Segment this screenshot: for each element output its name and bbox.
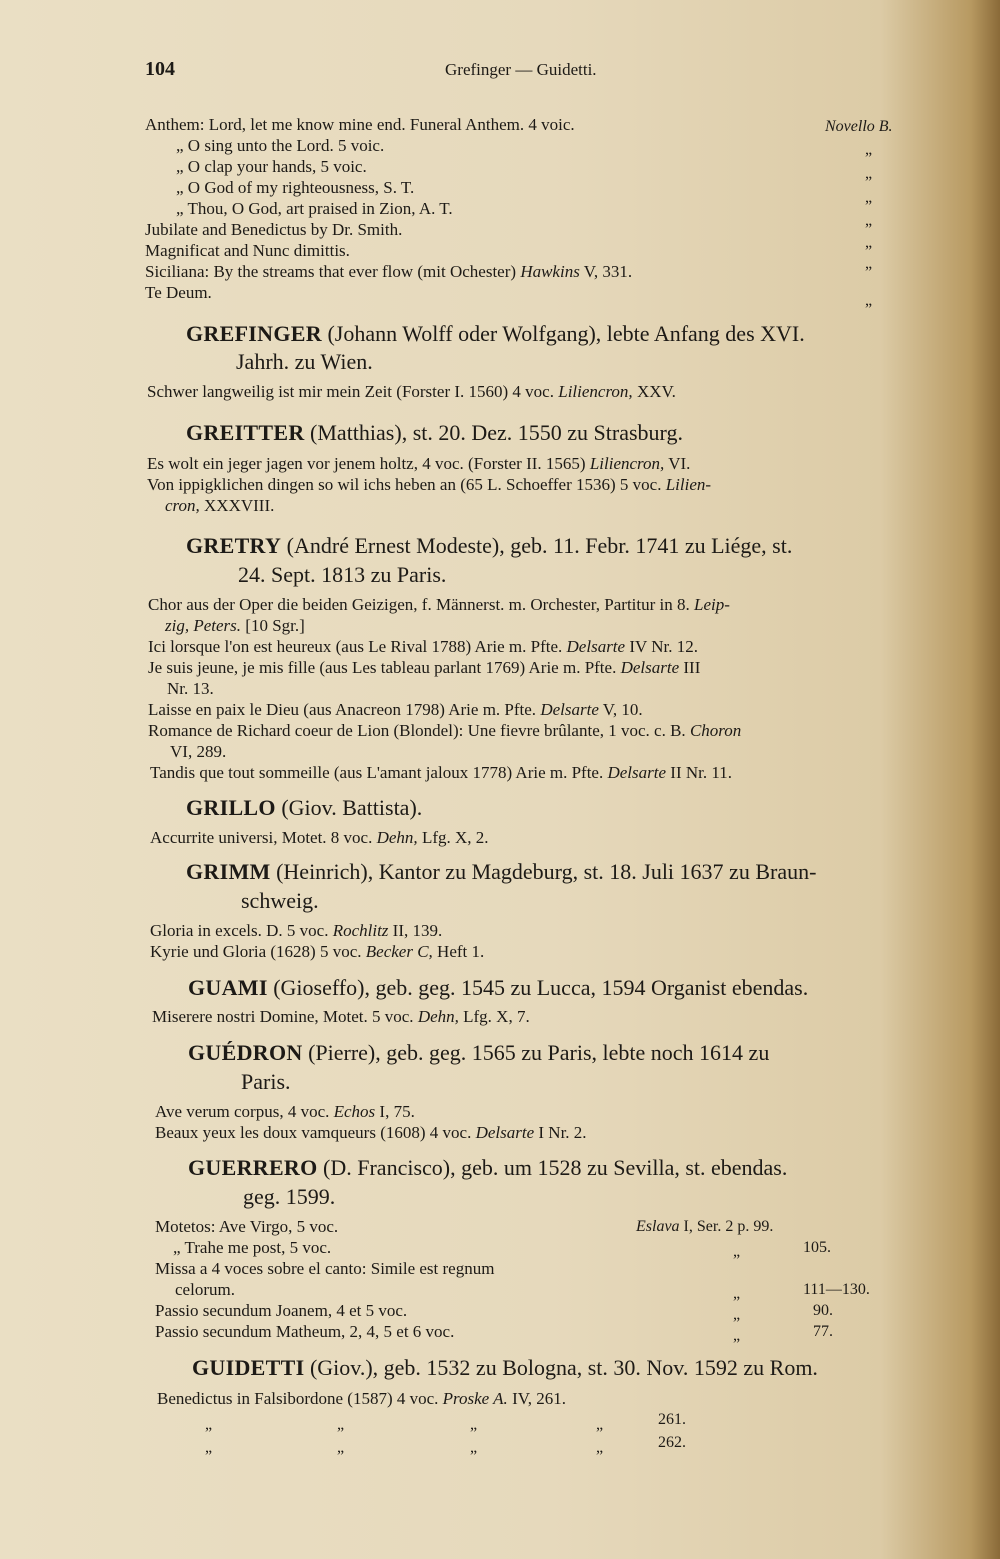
- guedron-work-2: Beaux yeux les doux vamqueurs (1608) 4 voc. Delsarte I Nr. 2.: [155, 1123, 587, 1142]
- ditto-mark: „: [470, 1416, 478, 1433]
- gretry-work-5: Romance de Richard coeur de Lion (Blondel): Une fievre brûlante, 1 voc. c. B. Choron: [148, 721, 742, 740]
- running-head: Grefinger — Guidetti.: [445, 60, 597, 79]
- ditto-mark: „: [733, 1327, 741, 1344]
- guerrero-work-5-page: 77.: [813, 1323, 833, 1340]
- greitter-heading: GREITTER (Matthias), st. 20. Dez. 1550 zu Strasburg.: [186, 420, 683, 445]
- gretry-work-3-cont: Nr. 13.: [167, 679, 214, 698]
- greene-line-8: Siciliana: By the streams that ever flow (mit Ochester) Hawkins V, 331.: [145, 262, 633, 281]
- guidetti-work-2-page: 261.: [658, 1411, 686, 1428]
- grimm-heading: GRIMM (Heinrich), Kantor zu Magdeburg, st. 18. Juli 1637 zu Braun-: [186, 859, 817, 884]
- gretry-work-3: Je suis jeune, je mis fille (aus Les tableau parlant 1769) Arie m. Pfte. Delsarte III: [148, 658, 701, 677]
- gretry-heading: GRETRY (André Ernest Modeste), geb. 11. Febr. 1741 zu Liége, st.: [186, 533, 793, 558]
- composer-name: GREITTER: [186, 420, 305, 445]
- greitter-work-2: Von ippigklichen dingen so wil ichs heben an (65 L. Schoeffer 1536) 5 voc. Lilien-: [147, 475, 712, 494]
- ditto-mark: „: [733, 1285, 741, 1302]
- guerrero-work-2: „ Trahe me post, 5 voc.: [173, 1238, 332, 1257]
- greene-line-1: Anthem: Lord, let me know mine end. Funeral Anthem. 4 voic.: [145, 115, 575, 134]
- ditto-mark: „: [337, 1416, 345, 1433]
- greene-line-6: Jubilate and Benedictus by Dr. Smith.: [145, 220, 403, 239]
- guerrero-work-3-cont: celorum.: [175, 1280, 235, 1299]
- ditto-mark: „: [733, 1243, 741, 1260]
- grefinger-work-1: Schwer langweilig ist mir mein Zeit (Forster I. 1560) 4 voc. Liliencron, XXV.: [147, 382, 676, 401]
- composer-name: GRILLO: [186, 795, 276, 820]
- greitter-work-1: Es wolt ein jeger jagen vor jenem holtz, 4 voc. (Forster II. 1565) Liliencron, VI.: [147, 454, 691, 473]
- guedron-heading: GUÉDRON (Pierre), geb. geg. 1565 zu Paris, lebte noch 1614 zu: [188, 1040, 770, 1065]
- guerrero-work-4: Passio secundum Joanem, 4 et 5 voc.: [155, 1301, 408, 1320]
- gretry-work-1: Chor aus der Oper die beiden Geizigen, f. Männerst. m. Orchester, Partitur in 8. Leip-: [148, 595, 730, 614]
- greene-line-3: „ O clap your hands, 5 voic.: [176, 157, 367, 176]
- guedron-work-1: Ave verum corpus, 4 voc. Echos I, 75.: [155, 1102, 415, 1121]
- guerrero-work-1-ref: Eslava I, Ser. 2 p. 99.: [636, 1218, 774, 1235]
- ditto-mark: „: [205, 1439, 213, 1456]
- ditto-mark: „: [865, 212, 873, 229]
- page-header: [145, 58, 945, 88]
- ditto-mark: „: [865, 255, 873, 272]
- ditto-mark: „: [733, 1306, 741, 1323]
- guerrero-heading-cont: geg. 1599.: [243, 1184, 336, 1209]
- greene-siciliana-ref: Hawkins: [520, 262, 580, 281]
- ditto-mark: „: [596, 1416, 604, 1433]
- grillo-work-1: Accurrite universi, Motet. 8 voc. Dehn, Lfg. X, 2.: [150, 828, 489, 847]
- composer-name: GRETRY: [186, 533, 282, 558]
- grillo-heading: GRILLO (Giov. Battista).: [186, 795, 423, 820]
- guedron-heading-cont: Paris.: [241, 1069, 291, 1094]
- guerrero-work-3: Missa a 4 voces sobre el canto: Simile est regnum: [155, 1259, 495, 1278]
- gretry-work-4: Laisse en paix le Dieu (aus Anacreon 1798) Arie m. Pfte. Delsarte V, 10.: [148, 700, 643, 719]
- gretry-work-5-cont: VI, 289.: [170, 742, 227, 761]
- grefinger-heading-cont: Jahrh. zu Wien.: [236, 349, 373, 374]
- guerrero-work-1: Motetos: Ave Virgo, 5 voc.: [155, 1217, 339, 1236]
- ditto-mark: „: [337, 1439, 345, 1456]
- ditto-mark: „: [596, 1439, 604, 1456]
- grimm-work-2: Kyrie und Gloria (1628) 5 voc. Becker C, Heft 1.: [150, 942, 485, 961]
- composer-name: GUIDETTI: [192, 1355, 305, 1380]
- guerrero-work-4-page: 90.: [813, 1302, 833, 1319]
- composer-name: GUÉDRON: [188, 1040, 303, 1065]
- greene-line-7: Magnificat and Nunc dimittis.: [145, 241, 350, 260]
- gretry-work-2: Ici lorsque l'on est heureux (aus Le Rival 1788) Arie m. Pfte. Delsarte IV Nr. 12.: [148, 637, 698, 656]
- greene-line-4: „ O God of my righteousness, S. T.: [176, 178, 415, 197]
- composer-name: GUERRERO: [188, 1155, 318, 1180]
- gretry-work-6: Tandis que tout sommeille (aus L'amant jaloux 1778) Arie m. Pfte. Delsarte II Nr. 11.: [150, 763, 732, 782]
- ditto-mark: „: [865, 292, 873, 309]
- composer-name: GUAMI: [188, 975, 268, 1000]
- ditto-mark: „: [865, 234, 873, 251]
- grefinger-heading: GREFINGER (Johann Wolff oder Wolfgang), lebte Anfang des XVI.: [186, 321, 805, 346]
- guami-work-1: Miserere nostri Domine, Motet. 5 voc. Dehn, Lfg. X, 7.: [152, 1007, 530, 1026]
- composer-name: GREFINGER: [186, 321, 322, 346]
- guerrero-heading: GUERRERO (D. Francisco), geb. um 1528 zu Sevilla, st. ebendas.: [188, 1155, 788, 1180]
- guidetti-work-1: Benedictus in Falsibordone (1587) 4 voc. Proske A. IV, 261.: [157, 1389, 567, 1408]
- ditto-mark: „: [205, 1416, 213, 1433]
- ditto-mark: „: [865, 165, 873, 182]
- composer-name: GRIMM: [186, 859, 271, 884]
- greene-line-2: „ O sing unto the Lord. 5 voic.: [176, 136, 385, 155]
- ditto-mark: „: [865, 141, 873, 158]
- greitter-work-2-cont: cron, XXXVIII.: [165, 496, 275, 515]
- page-number: 104: [145, 58, 175, 80]
- ditto-mark: „: [470, 1439, 478, 1456]
- grimm-work-1: Gloria in excels. D. 5 voc. Rochlitz II, 139.: [150, 921, 443, 940]
- guidetti-heading: GUIDETTI (Giov.), geb. 1532 zu Bologna, st. 30. Nov. 1592 zu Rom.: [192, 1355, 818, 1380]
- guidetti-work-3-page: 262.: [658, 1434, 686, 1451]
- gretry-heading-cont: 24. Sept. 1813 zu Paris.: [238, 562, 447, 587]
- guerrero-work-2-page: 105.: [803, 1239, 831, 1256]
- guerrero-work-3-page: 111—130.: [803, 1281, 870, 1298]
- gretry-work-1-cont: zig, Peters. [10 Sgr.]: [165, 616, 305, 635]
- greene-line-9: Te Deum.: [145, 283, 212, 302]
- greene-line-5: „ Thou, O God, art praised in Zion, A. T.: [176, 199, 453, 218]
- ditto-mark: „: [865, 189, 873, 206]
- grimm-heading-cont: schweig.: [241, 888, 319, 913]
- greene-source-ref: Novello B.: [825, 118, 893, 135]
- guerrero-work-5: Passio secundum Matheum, 2, 4, 5 et 6 voc.: [155, 1322, 455, 1341]
- guami-heading: GUAMI (Gioseffo), geb. geg. 1545 zu Lucca, 1594 Organist ebendas.: [188, 975, 809, 1000]
